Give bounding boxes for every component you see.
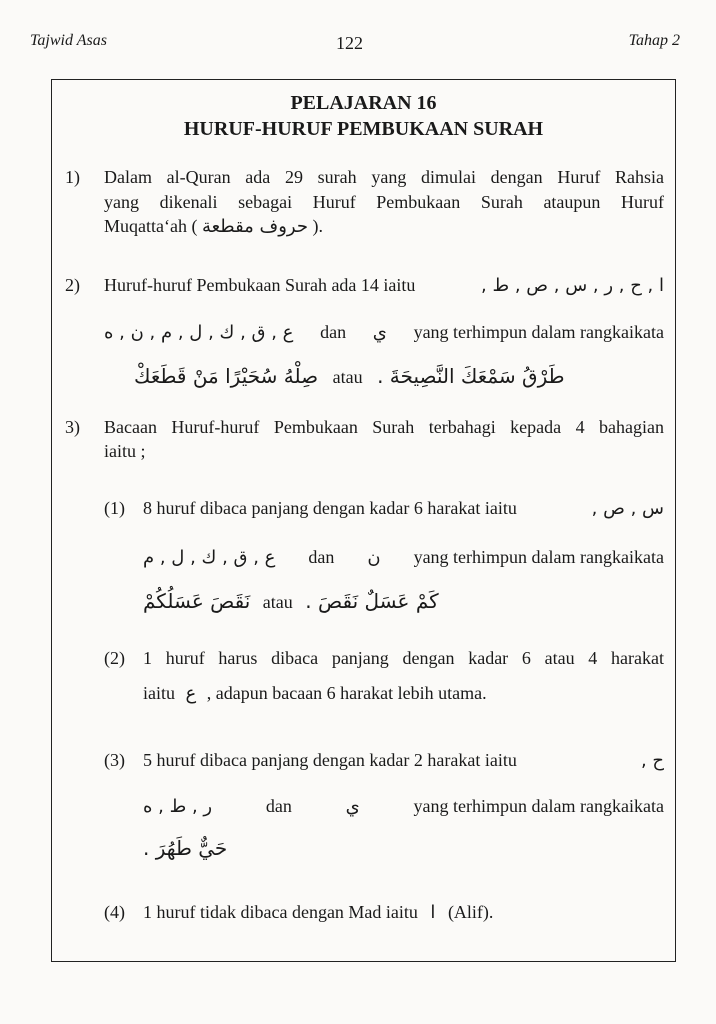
item1-line2: yang dikenali sebagai Huruf Pembukaan Surah ataupun Huruf	[104, 192, 664, 212]
subitem-number: (3)	[104, 750, 125, 770]
sub3-line3	[143, 836, 227, 860]
lesson-title: PELAJARAN 16	[290, 92, 437, 114]
item-number: 3)	[65, 417, 80, 437]
arabic-phrase: حَيٌّ طَهُرَ .	[143, 836, 228, 860]
arabic-phrase: كَمْ عَسَلٌ نَقَصَ .	[305, 589, 439, 613]
arabic-letters: ا , ح , ر , س , ص , ط ,	[481, 275, 664, 296]
arabic-letter: ع	[185, 683, 197, 704]
subitem-number: (4)	[104, 902, 125, 922]
sub3-line1: 5 huruf dibaca panjang dengan kadar 2 harakat iaitu ح ,	[143, 750, 664, 771]
subitem-number: (1)	[104, 498, 125, 518]
arabic-term: حروف مقطعة	[201, 216, 308, 237]
arabic-letters: ع , ق , ك , ل , م , ن , ه	[104, 322, 294, 343]
arabic-phrase: نَقَصَ عَسَلُكُمْ	[143, 589, 251, 613]
item2-line3: صِلْهُ سُحَيْرًا مَنْ قَطَعَكْ atau طَرْقُ سَمْعَكَ النَّصِيحَةَ .	[134, 364, 565, 388]
item-number: 2)	[65, 275, 80, 295]
sub3-line2: ر , ط , ه dan ي yang terhimpun dalam rangkaikata	[143, 796, 664, 817]
arabic-letter: ح ,	[640, 750, 664, 771]
item3-line1: Bacaan Huruf-huruf Pembukaan Surah terbahagi kepada 4 bahagian	[104, 417, 664, 437]
arabic-phrase: صِلْهُ سُحَيْرًا مَنْ قَطَعَكْ	[134, 364, 319, 388]
lesson-subtitle: HURUF-HURUF PEMBUKAAN SURAH	[183, 118, 544, 140]
item1-line1: Dalam al-Quran ada 29 surah yang dimulai dengan Huruf Rahsia	[104, 167, 664, 187]
sub2-line1: 1 huruf harus dibaca panjang dengan kadar 6 atau 4 harakat	[143, 648, 664, 668]
item3-line2: iaitu ;	[104, 441, 146, 461]
arabic-letter: ن	[367, 547, 381, 568]
item2-line2: ع , ق , ك , ل , م , ن , ه dan ي yang terhimpun dalam rangkaikata	[104, 322, 664, 343]
item-number: 1)	[65, 167, 80, 187]
sub1-line3: نَقَصَ عَسَلُكُمْ atau كَمْ عَسَلٌ نَقَصَ .	[143, 589, 439, 613]
header-level: Tahap 2	[628, 32, 680, 49]
page-number: 122	[336, 33, 363, 53]
sub4-line1: 1 huruf tidak dibaca dengan Mad iaitu ا (Alif).	[143, 902, 494, 923]
arabic-letters: ع , ق , ك , ل , م	[143, 547, 276, 568]
arabic-letter: ي	[372, 322, 387, 343]
sub1-line2: ع , ق , ك , ل , م dan ن yang terhimpun dalam rangkaikata	[143, 547, 664, 568]
subitem-number: (2)	[104, 648, 125, 668]
arabic-phrase: طَرْقُ سَمْعَكَ النَّصِيحَةَ .	[377, 364, 565, 388]
arabic-letter: ي	[345, 796, 360, 817]
lesson-frame	[51, 79, 676, 962]
sub2-line2: iaitu ع , adapun bacaan 6 harakat lebih utama.	[143, 683, 487, 704]
item1-line3: Muqatta‘ah ( حروف مقطعة ).	[104, 216, 323, 237]
header-book-title: Tajwid Asas	[30, 32, 107, 49]
item2-line1: Huruf-huruf Pembukaan Surah ada 14 iaitu ا , ح , ر , س , ص , ط ,	[104, 275, 664, 296]
arabic-letters: ر , ط , ه	[143, 796, 213, 817]
arabic-letter: ا	[430, 902, 436, 923]
sub1-line1: 8 huruf dibaca panjang dengan kadar 6 harakat iaitu س , ص ,	[143, 498, 664, 519]
arabic-letters: س , ص ,	[591, 498, 664, 519]
